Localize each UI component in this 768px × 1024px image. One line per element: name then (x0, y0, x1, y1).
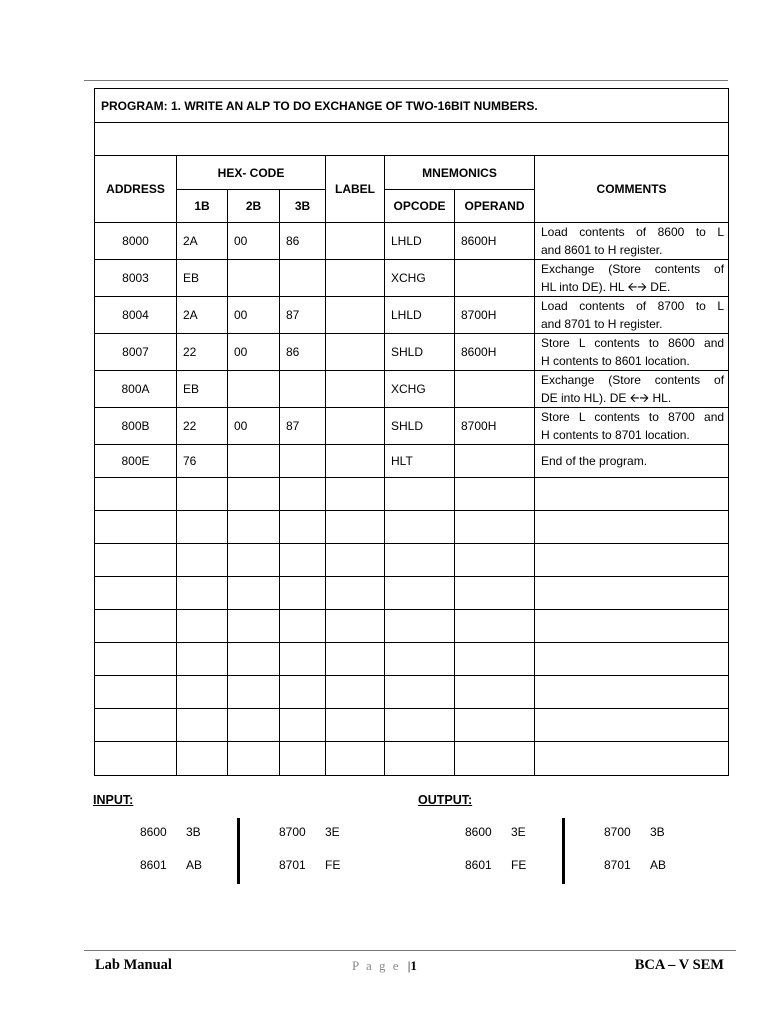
empty-cell (535, 511, 729, 544)
cell-operand (455, 260, 535, 297)
empty-cell (326, 544, 385, 577)
empty-cell (455, 511, 535, 544)
empty-cell (228, 577, 280, 610)
empty-row (95, 709, 729, 742)
comment-line: Load contents of 8700 to L (541, 299, 725, 313)
empty-row (95, 742, 729, 776)
cell-address: 8000 (95, 223, 177, 260)
empty-row (95, 610, 729, 643)
empty-cell (95, 643, 177, 676)
empty-cell (385, 511, 455, 544)
input-entry: 8601 AB (140, 858, 203, 872)
header-mnemonics: MNEMONICS (385, 156, 535, 190)
empty-cell (280, 742, 326, 776)
comment-line: and 8701 to H register. (541, 317, 663, 331)
cell-opcode: XCHG (385, 260, 455, 297)
header-rule (84, 80, 728, 81)
empty-cell (455, 478, 535, 511)
cell-comment (535, 445, 729, 478)
empty-row (95, 676, 729, 709)
empty-cell (95, 709, 177, 742)
empty-cell (385, 478, 455, 511)
header-opcode: OPCODE (385, 190, 455, 223)
cell-b2: 00 (228, 223, 280, 260)
empty-cell (177, 577, 228, 610)
empty-cell (535, 577, 729, 610)
empty-cell (455, 577, 535, 610)
empty-cell (95, 478, 177, 511)
comment-line: DE into HL). DE 🡨🡪 HL. (541, 391, 672, 405)
cell-b1: 2A (177, 297, 228, 334)
empty-row (95, 643, 729, 676)
cell-opcode: LHLD (385, 297, 455, 334)
output-label: OUTPUT: (418, 793, 473, 807)
empty-cell (228, 709, 280, 742)
cell-opcode: LHLD (385, 223, 455, 260)
empty-cell (280, 478, 326, 511)
header-comments: COMMENTS (535, 156, 729, 223)
cell-address: 8007 (95, 334, 177, 371)
input-entry: 8700 3E (279, 825, 340, 839)
cell-b3: 86 (280, 223, 326, 260)
cell-address: 800E (95, 445, 177, 478)
empty-cell (535, 676, 729, 709)
empty-cell (280, 511, 326, 544)
cell-operand (455, 445, 535, 478)
cell-b2 (228, 445, 280, 478)
empty-cell (177, 511, 228, 544)
empty-cell (280, 709, 326, 742)
empty-cell (385, 742, 455, 776)
cell-address: 8003 (95, 260, 177, 297)
output-entry: 8600 3E (465, 825, 526, 839)
empty-cell (535, 478, 729, 511)
program-title: PROGRAM: 1. WRITE AN ALP TO DO EXCHANGE OF TWO-16BIT NUMBERS. (95, 89, 729, 123)
empty-cell (228, 478, 280, 511)
cell-b2: 00 (228, 334, 280, 371)
empty-cell (326, 478, 385, 511)
cell-label (326, 223, 385, 260)
comment-line: Exchange (Store contents of (541, 262, 725, 276)
cell-label (326, 371, 385, 408)
cell-label (326, 445, 385, 478)
cell-address: 800A (95, 371, 177, 408)
comment-line: HL into DE). HL 🡨🡪 DE. (541, 280, 671, 294)
cell-b1: 2A (177, 223, 228, 260)
empty-cell (280, 676, 326, 709)
table-row (95, 223, 729, 260)
empty-cell (95, 610, 177, 643)
comment-line: Exchange (Store contents of (541, 373, 725, 387)
cell-b3: 86 (280, 334, 326, 371)
input-divider (237, 818, 240, 884)
cell-b2 (228, 371, 280, 408)
empty-cell (385, 709, 455, 742)
empty-cell (228, 544, 280, 577)
header-hex-code: HEX- CODE (177, 156, 326, 190)
comment-line: Store L contents to 8600 and (541, 336, 725, 350)
empty-cell (455, 544, 535, 577)
empty-cell (95, 511, 177, 544)
empty-cell (455, 742, 535, 776)
empty-cell (326, 577, 385, 610)
table-row (95, 371, 729, 408)
header-1b: 1B (177, 190, 228, 223)
empty-cell (228, 676, 280, 709)
comment-line: Load contents of 8600 to L (541, 225, 725, 239)
empty-cell (385, 643, 455, 676)
cell-b2 (228, 260, 280, 297)
output-entry: 8701 AB (604, 858, 667, 872)
cell-comment (535, 260, 729, 297)
empty-cell (455, 610, 535, 643)
empty-cell (177, 676, 228, 709)
cell-operand: 8700H (455, 297, 535, 334)
empty-cell (228, 742, 280, 776)
cell-operand: 8600H (455, 223, 535, 260)
header-2b: 2B (228, 190, 280, 223)
input-entry: 8701 FE (279, 858, 341, 872)
cell-address: 8004 (95, 297, 177, 334)
empty-cell (280, 610, 326, 643)
empty-cell (177, 709, 228, 742)
empty-cell (455, 643, 535, 676)
table-row (95, 334, 729, 371)
comment-line: H contents to 8701 location. (541, 428, 690, 442)
empty-cell (326, 676, 385, 709)
header-operand: OPERAND (455, 190, 535, 223)
cell-opcode: SHLD (385, 408, 455, 445)
cell-address: 800B (95, 408, 177, 445)
empty-row (95, 478, 729, 511)
header-label: LABEL (326, 156, 385, 223)
empty-cell (326, 742, 385, 776)
input-label: INPUT: (93, 793, 134, 807)
cell-b1: EB (177, 260, 228, 297)
cell-opcode: HLT (385, 445, 455, 478)
empty-cell (535, 544, 729, 577)
input-entry: 8600 3B (140, 825, 201, 839)
empty-cell (95, 577, 177, 610)
cell-comment (535, 334, 729, 371)
empty-cell (326, 643, 385, 676)
empty-cell (535, 709, 729, 742)
empty-cell (326, 511, 385, 544)
table-row (95, 408, 729, 445)
table-row (95, 445, 729, 478)
cell-b3: 87 (280, 297, 326, 334)
cell-comment (535, 371, 729, 408)
empty-cell (177, 544, 228, 577)
empty-cell (280, 577, 326, 610)
cell-b1: EB (177, 371, 228, 408)
footer-course: BCA – V SEM (634, 957, 724, 973)
comment-line: Store L contents to 8700 and (541, 410, 725, 424)
empty-cell (385, 544, 455, 577)
empty-cell (385, 577, 455, 610)
header-3b: 3B (280, 190, 326, 223)
cell-operand: 8600H (455, 334, 535, 371)
empty-cell (326, 610, 385, 643)
cell-b1: 22 (177, 408, 228, 445)
empty-row (95, 544, 729, 577)
footer-page-separator: | (407, 958, 411, 973)
cell-label (326, 408, 385, 445)
empty-cell (177, 742, 228, 776)
header-address: ADDRESS (95, 156, 177, 223)
empty-cell (535, 643, 729, 676)
footer-page (352, 958, 417, 974)
empty-cell (177, 610, 228, 643)
cell-comment (535, 297, 729, 334)
cell-b3 (280, 445, 326, 478)
cell-b2: 00 (228, 297, 280, 334)
comment-line: and 8601 to H register. (541, 243, 663, 257)
empty-cell (326, 709, 385, 742)
empty-row (95, 577, 729, 610)
empty-cell (280, 643, 326, 676)
empty-cell (95, 742, 177, 776)
table-row (95, 297, 729, 334)
cell-opcode: XCHG (385, 371, 455, 408)
cell-b3 (280, 260, 326, 297)
blank-row (95, 123, 729, 156)
comment-line: H contents to 8601 location. (541, 354, 690, 368)
footer-rule (84, 950, 736, 951)
table-row (95, 260, 729, 297)
empty-cell (455, 709, 535, 742)
cell-comment (535, 408, 729, 445)
footer-page-word: P a g e (352, 958, 401, 973)
cell-opcode: SHLD (385, 334, 455, 371)
cell-b1: 22 (177, 334, 228, 371)
footer-page-number: 1 (410, 958, 417, 973)
empty-cell (535, 742, 729, 776)
cell-b1: 76 (177, 445, 228, 478)
cell-comment (535, 223, 729, 260)
empty-row (95, 511, 729, 544)
cell-operand: 8700H (455, 408, 535, 445)
empty-cell (228, 643, 280, 676)
cell-label (326, 334, 385, 371)
empty-cell (385, 676, 455, 709)
footer-lab-manual: Lab Manual (95, 957, 172, 973)
cell-b3 (280, 371, 326, 408)
empty-cell (455, 676, 535, 709)
empty-cell (228, 610, 280, 643)
output-entry: 8601 FE (465, 858, 527, 872)
cell-b3: 87 (280, 408, 326, 445)
empty-cell (228, 511, 280, 544)
empty-cell (385, 610, 455, 643)
output-divider (562, 818, 565, 884)
cell-b2: 00 (228, 408, 280, 445)
program-table (94, 88, 729, 776)
comment-line: End of the program. (541, 454, 648, 468)
empty-cell (95, 676, 177, 709)
empty-cell (177, 643, 228, 676)
empty-cell (280, 544, 326, 577)
empty-cell (177, 478, 228, 511)
output-entry: 8700 3B (604, 825, 665, 839)
empty-cell (95, 544, 177, 577)
cell-label (326, 297, 385, 334)
cell-operand (455, 371, 535, 408)
cell-label (326, 260, 385, 297)
empty-cell (535, 610, 729, 643)
